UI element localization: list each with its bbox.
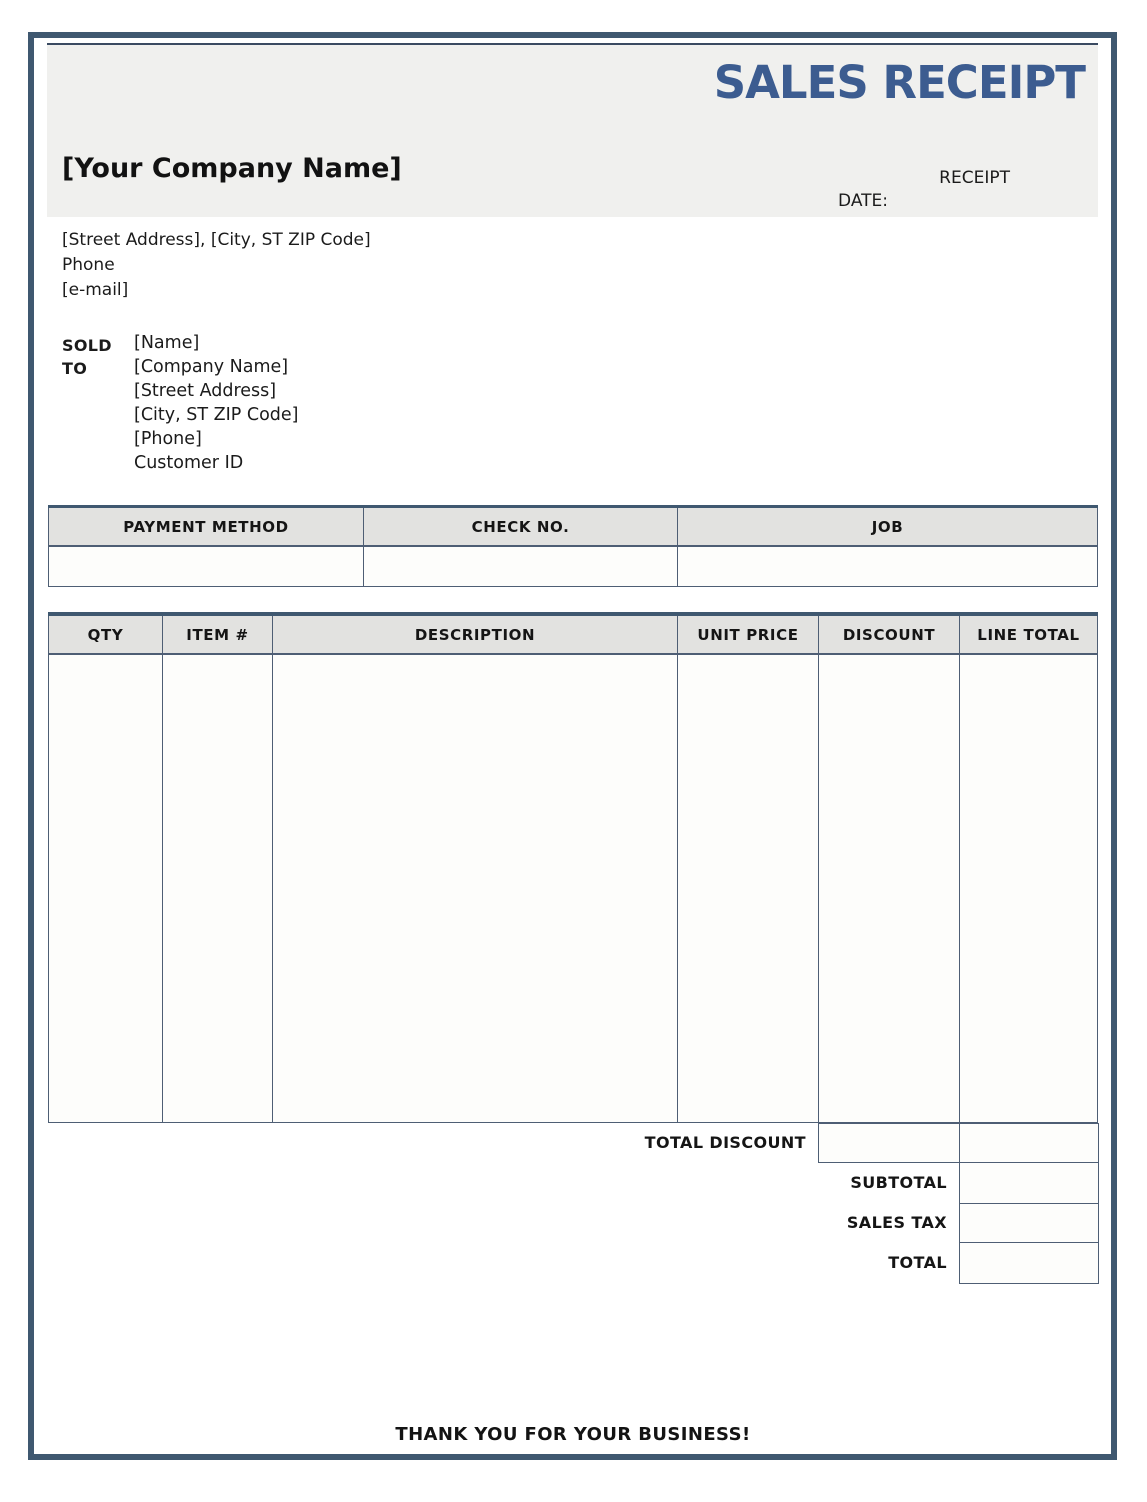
total-discount-field[interactable] — [818, 1123, 960, 1163]
description-header: DESCRIPTION — [272, 616, 677, 653]
company-name: [Your Company Name] — [62, 153, 402, 184]
payment-method-header: PAYMENT METHOD — [48, 508, 363, 545]
subtotal-field[interactable] — [959, 1162, 1099, 1204]
sold-to-line: [Phone] — [134, 429, 202, 449]
check-no-field[interactable] — [363, 547, 677, 586]
sold-to-line: Customer ID — [134, 453, 244, 473]
unit-price-column-field[interactable] — [677, 655, 818, 1122]
address-line: [e-mail] — [62, 280, 129, 300]
document-title: SALES RECEIPT — [713, 56, 1085, 109]
total-label: TOTAL — [888, 1253, 947, 1272]
company-address-block — [62, 228, 371, 303]
payment-method-field[interactable] — [48, 547, 363, 586]
subtotal-label: SUBTOTAL — [850, 1173, 947, 1192]
address-line: Phone — [62, 255, 115, 275]
total-discount-label: TOTAL DISCOUNT — [644, 1133, 806, 1152]
receipt-label: RECEIPT — [939, 168, 1010, 188]
qty-header: QTY — [48, 616, 162, 653]
total-discount-line-total-field[interactable] — [959, 1123, 1099, 1163]
job-header: JOB — [677, 508, 1098, 545]
total-field[interactable] — [959, 1242, 1099, 1284]
items-table-body — [48, 655, 1098, 1123]
items-table-header-row — [48, 612, 1098, 655]
sold-to-line: [City, ST ZIP Code] — [134, 405, 299, 425]
date-label: DATE: — [838, 191, 888, 211]
description-column-field[interactable] — [272, 655, 677, 1122]
sold-to-line: [Street Address] — [134, 381, 277, 401]
item-number-header: ITEM # — [162, 616, 272, 653]
payment-table-data-row — [48, 547, 1098, 587]
line-total-header: LINE TOTAL — [959, 616, 1098, 653]
qty-column-field[interactable] — [48, 655, 162, 1122]
job-field[interactable] — [677, 547, 1098, 586]
sold-to-label-line2: TO — [62, 359, 88, 378]
address-line: [Street Address], [City, ST ZIP Code] — [62, 230, 371, 250]
sold-to-label — [62, 334, 112, 380]
payment-table — [48, 505, 1098, 587]
sales-tax-field[interactable] — [959, 1203, 1099, 1243]
discount-header: DISCOUNT — [818, 616, 959, 653]
sold-to-details — [134, 331, 299, 475]
sold-to-line: [Name] — [134, 333, 200, 353]
unit-price-header: UNIT PRICE — [677, 616, 818, 653]
check-no-header: CHECK NO. — [363, 508, 677, 545]
sold-to-line: [Company Name] — [134, 357, 289, 377]
payment-table-header-row — [48, 505, 1098, 547]
item-number-column-field[interactable] — [162, 655, 272, 1122]
line-total-column-field[interactable] — [959, 655, 1098, 1122]
discount-column-field[interactable] — [818, 655, 959, 1122]
sales-tax-label: SALES TAX — [846, 1213, 947, 1232]
sold-to-label-line1: SOLD — [62, 336, 112, 355]
thank-you-message: THANK YOU FOR YOUR BUSINESS! — [395, 1424, 751, 1445]
